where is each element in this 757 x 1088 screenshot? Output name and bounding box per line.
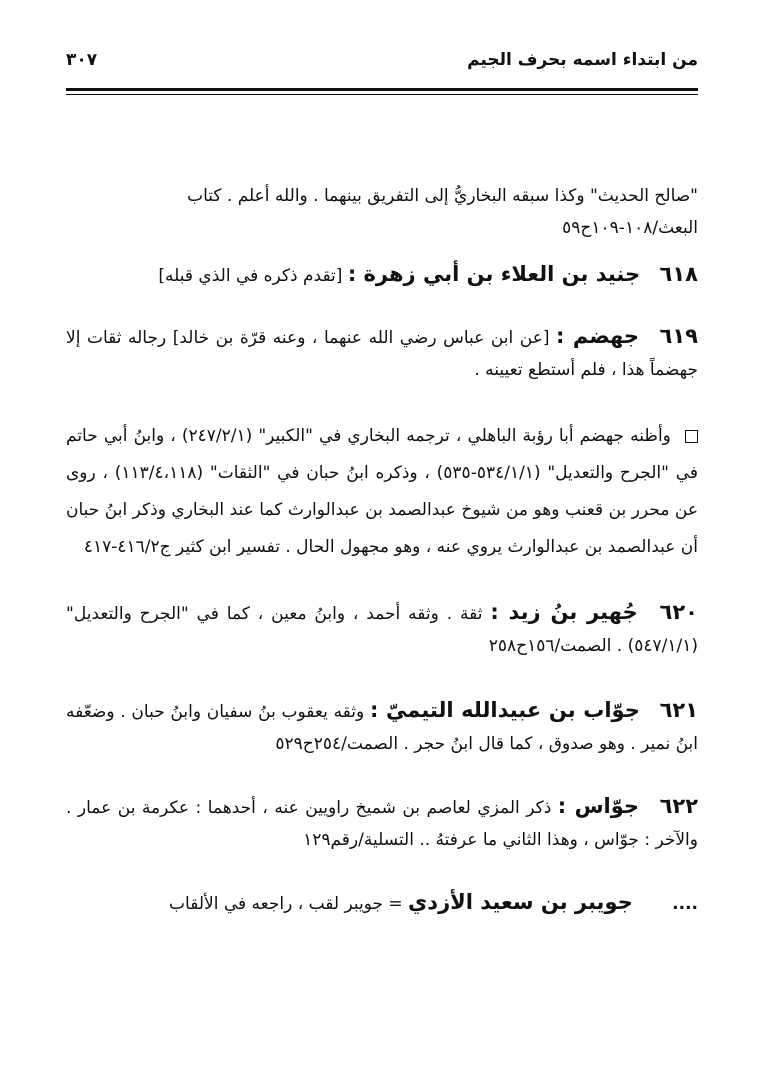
entry-text: ذكر المزي لعاصم بن شميخ راويين عنه ، أحدهما : عكرمة بن عمار . والآخر : جوّاس ، وهذا الثاني ما عرفتهُ .. التسلية/رقم١٢٩ bbox=[66, 798, 698, 850]
entry-number: ٦٢٢ bbox=[659, 794, 699, 818]
cross-reference bbox=[66, 886, 698, 920]
entry-name: جوّاس : bbox=[557, 794, 640, 818]
entry-name: جوّاب بن عبيدالله التيميّ : bbox=[369, 698, 640, 722]
header-rule-thin bbox=[66, 94, 698, 95]
entry-text: ثقة . وثقه أحمد ، وابنُ معين ، كما في "الجرح والتعديل" (٥٤٧/١/١) . الصمت/١٥٦ح٢٥٨ bbox=[66, 604, 698, 656]
entry-text: [عن ابن عباس رضي الله عنهما ، وعنه قرّة بن خالد] رجاله ثقات إلا جهضماً هذا ، فلم أستطع تعيينه . bbox=[66, 328, 698, 380]
continuation-line-1: "صالح الحديث" وكذا سبقه البخاريُّ إلى التفريق بينهما . والله أعلم . كتاب bbox=[187, 186, 698, 206]
entry-number: ٦١٨ bbox=[659, 262, 698, 286]
page-header bbox=[66, 44, 698, 84]
note-text: وأظنه جهضم أبا رؤبة الباهلي ، ترجمه البخاري في "الكبير" (٢٤٧/٢/١) ، وابنُ أبي حاتم في "الجرح والتعديل" (٥٣٤/١/١-٥٣٥) ، وذكره ابنُ حبان في "الثقات" (١١٣/٤،١١٨) ، روى عن محرر بن قعنب وهو من شيوخ عبدالصمد بن عبدالوارث كما عند البخاري وذكر ابنُ حبان أن عبدالصمد بن عبدالوارث يروي عنه ، وهو مجهول الحال . تفسير ابن كثير ج٤١٦/٢-٤١٧ bbox=[66, 426, 699, 557]
page-number: ٣٠٧ bbox=[66, 50, 98, 70]
entry-number: ٦١٩ bbox=[659, 324, 698, 348]
note-square-icon bbox=[685, 430, 698, 443]
note-619 bbox=[66, 418, 698, 566]
entry-618 bbox=[66, 258, 698, 292]
entry-number: ٦٢١ bbox=[659, 698, 699, 722]
entry-text: وثقه يعقوب بنُ سفيان وابنُ حبان . وضعّفه ابنُ نمير . وهو صدوق ، كما قال ابنُ حجر . الصمت/٢٥٤ح٥٢٩ bbox=[66, 702, 698, 754]
entry-name: جويبر بن سعيد الأزدي bbox=[408, 890, 633, 914]
ellipsis-marker: .... bbox=[672, 894, 698, 914]
entry-621 bbox=[66, 694, 698, 760]
header-rule-thick bbox=[66, 88, 698, 91]
entry-620 bbox=[66, 596, 698, 662]
entry-text: = جويبر لقب ، راجعه في الألقاب bbox=[169, 894, 403, 914]
continuation-text bbox=[66, 180, 698, 244]
entry-619 bbox=[66, 320, 698, 386]
entry-622 bbox=[66, 790, 698, 856]
entry-name: جُهير بنُ زيد : bbox=[490, 600, 638, 624]
entry-name: جهضم : bbox=[556, 324, 640, 348]
running-title: من ابتداء اسمه بحرف الجيم bbox=[467, 50, 698, 70]
continuation-line-2: البعث/١٠٨-١٠٩ح٥٩ bbox=[562, 218, 698, 238]
entry-text: [تقدم ذكره في الذي قبله] bbox=[158, 266, 343, 286]
entry-number: ٦٢٠ bbox=[659, 600, 698, 624]
entry-name: جنيد بن العلاء بن أبي زهرة : bbox=[347, 262, 641, 286]
